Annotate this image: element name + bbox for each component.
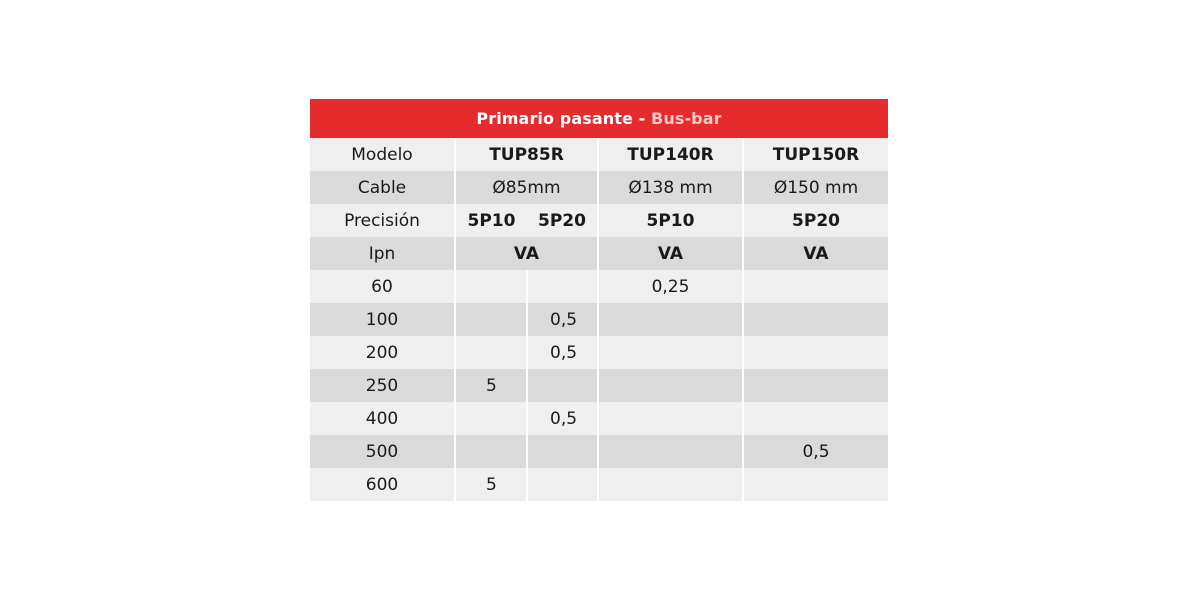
table-row xyxy=(310,402,888,435)
m3-value xyxy=(743,402,888,435)
modelo-row xyxy=(310,138,888,171)
m1b-value xyxy=(527,270,598,303)
m1a-value xyxy=(455,402,527,435)
table-title-row xyxy=(310,99,888,138)
table-row xyxy=(310,336,888,369)
ipn-label: Ipn xyxy=(310,237,455,270)
m3-value xyxy=(743,369,888,402)
table-row xyxy=(310,468,888,501)
m2-value xyxy=(598,402,743,435)
ipn-value: 200 xyxy=(310,336,455,369)
m1a-value xyxy=(455,270,527,303)
ipn-row xyxy=(310,237,888,270)
m1a-value xyxy=(455,435,527,468)
ipn-value: 500 xyxy=(310,435,455,468)
cable-m3: Ø150 mm xyxy=(743,171,888,204)
m2-value xyxy=(598,369,743,402)
m1b-value xyxy=(527,369,598,402)
m3-value xyxy=(743,270,888,303)
table-row xyxy=(310,435,888,468)
precision-m1a: 5P10 xyxy=(455,204,527,237)
table-row xyxy=(310,303,888,336)
m3-value xyxy=(743,468,888,501)
cable-row xyxy=(310,171,888,204)
modelo-m2: TUP140R xyxy=(598,138,743,171)
m2-value xyxy=(598,303,743,336)
ipn-value: 400 xyxy=(310,402,455,435)
precision-m2: 5P10 xyxy=(598,204,743,237)
m1b-value: 0,5 xyxy=(527,336,598,369)
m1a-value xyxy=(455,303,527,336)
cable-m1: Ø85mm xyxy=(455,171,598,204)
cable-m2: Ø138 mm xyxy=(598,171,743,204)
m1b-value: 0,5 xyxy=(527,402,598,435)
ipn-value: 250 xyxy=(310,369,455,402)
m1a-value: 5 xyxy=(455,468,527,501)
ipn-m2: VA xyxy=(598,237,743,270)
precision-label: Precisión xyxy=(310,204,455,237)
table-title xyxy=(310,99,888,138)
m1b-value xyxy=(527,468,598,501)
m3-value xyxy=(743,303,888,336)
m3-value: 0,5 xyxy=(743,435,888,468)
modelo-m3: TUP150R xyxy=(743,138,888,171)
m1b-value xyxy=(527,435,598,468)
m1a-value xyxy=(455,336,527,369)
modelo-label: Modelo xyxy=(310,138,455,171)
m2-value xyxy=(598,435,743,468)
precision-m1b: 5P20 xyxy=(527,204,598,237)
table-row xyxy=(310,369,888,402)
ipn-value: 60 xyxy=(310,270,455,303)
m2-value xyxy=(598,468,743,501)
m1a-value: 5 xyxy=(455,369,527,402)
ipn-m3: VA xyxy=(743,237,888,270)
table-title-accent: Bus-bar xyxy=(651,109,722,128)
m2-value xyxy=(598,336,743,369)
cable-label: Cable xyxy=(310,171,455,204)
ipn-m1: VA xyxy=(455,237,598,270)
spec-table xyxy=(310,99,888,501)
precision-m3: 5P20 xyxy=(743,204,888,237)
m1b-value: 0,5 xyxy=(527,303,598,336)
m2-value: 0,25 xyxy=(598,270,743,303)
modelo-m1: TUP85R xyxy=(455,138,598,171)
table-row xyxy=(310,270,888,303)
precision-row xyxy=(310,204,888,237)
ipn-value: 100 xyxy=(310,303,455,336)
table-title-main: Primario pasante - xyxy=(476,109,652,128)
ipn-value: 600 xyxy=(310,468,455,501)
m3-value xyxy=(743,336,888,369)
